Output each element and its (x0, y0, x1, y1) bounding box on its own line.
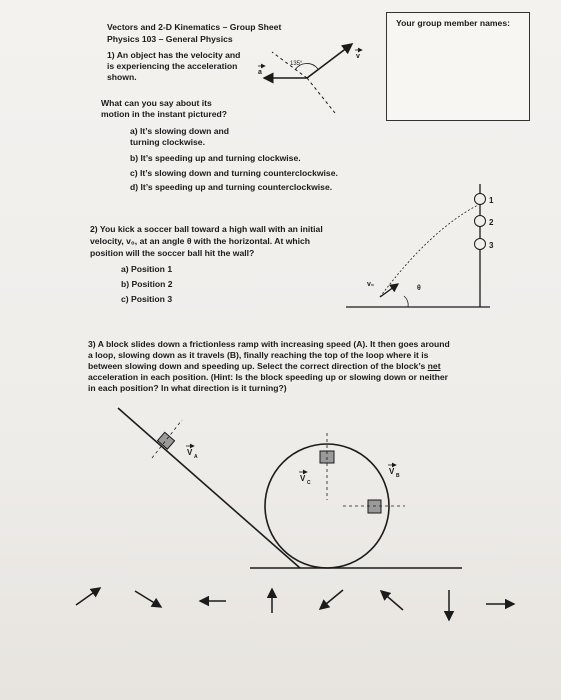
q1-stem-line: 1) An object has the velocity and (107, 50, 241, 60)
q2-position-3-label: 3 (489, 241, 494, 250)
group-names-label: Your group member names: (396, 18, 510, 28)
q3-stem-net: net (427, 361, 441, 371)
q2-position-1-label: 1 (489, 196, 494, 205)
q2-stem-line: 2) You kick a soccer ball toward a high wall with an initial (90, 224, 323, 234)
q2-trajectory (380, 205, 478, 297)
worksheet-title: Vectors and 2-D Kinematics – Group Sheet (107, 22, 282, 32)
q3-answer-arrows (76, 588, 514, 620)
course-name: Physics 103 – General Physics (107, 34, 233, 44)
q1-question-line: What can you say about its (101, 98, 212, 108)
q2-option-b[interactable]: b) Position 2 (121, 279, 173, 289)
q1-vector-figure (258, 44, 362, 113)
q3-block-a-dashed (152, 420, 182, 458)
q1-option-d[interactable]: d) It’s speeding up and turning counterclockwise. (130, 182, 333, 192)
q3-va-sub: A (194, 454, 198, 460)
q3-ramp-loop-figure (118, 408, 462, 568)
q2-option-a[interactable]: a) Position 1 (121, 264, 173, 274)
arrow-up-left-option[interactable] (381, 591, 403, 610)
q3-ramp (118, 408, 300, 568)
q1-question-line: motion in the instant pictured? (101, 109, 228, 119)
q3-vc-sub: C (307, 480, 311, 486)
q3-stem-text: between slowing down and speeding up. Select the correct direction of the block’s (88, 361, 426, 371)
q2-option-c[interactable]: c) Position 3 (121, 294, 173, 304)
q3-vb-sub: B (396, 473, 400, 479)
q1-v-label: v (356, 53, 360, 60)
q1-option-c[interactable]: c) It’s slowing down and turning counterclockwise. (130, 168, 338, 178)
q3-va-label: V (187, 448, 193, 457)
q3-block-b (368, 500, 381, 513)
q3-block-a (158, 432, 175, 449)
q2-initial-velocity-vector (380, 284, 398, 297)
q2-v0-label: v₀ (367, 281, 375, 288)
q2-stem-line: velocity, v₀, at an angle θ with the horizontal. At which (90, 236, 311, 246)
q1-velocity-vector (307, 44, 352, 78)
q3-stem-line: in each position? In what direction is it turning?) (88, 383, 287, 393)
arrow-down-right-option[interactable] (135, 591, 161, 607)
q2-soccer-figure (346, 184, 494, 307)
q1-stem-line: shown. (107, 72, 137, 82)
q1-dashed-line (307, 78, 335, 113)
q2-position-2-label: 2 (489, 218, 494, 227)
arrow-up-right-option[interactable] (76, 588, 100, 605)
q1-a-label: a (258, 69, 262, 76)
q3-vb-label: V (389, 467, 395, 476)
q1-option-b[interactable]: b) It’s speeding up and turning clockwise. (130, 153, 301, 163)
q2-angle-arc (404, 296, 408, 307)
q1-angle-label: 135° (290, 61, 303, 67)
q3-stem-line: acceleration in each position. (Hint: Is the block speeding up or slowing down or neither (88, 372, 449, 382)
arrow-down-left-option[interactable] (320, 590, 343, 609)
q2-position-3-ball (475, 239, 486, 250)
q3-stem-line: 3) A block slides down a frictionless ramp with increasing speed (A). It then goes around (88, 339, 450, 349)
q1-option-a[interactable]: a) It’s slowing down and (130, 126, 229, 136)
q2-theta-label: θ (417, 285, 421, 292)
q2-stem-line: position will the soccer ball hit the wall? (90, 248, 255, 258)
q1-stem-line: is experiencing the acceleration (107, 61, 238, 71)
q3-vc-label: V (300, 474, 306, 483)
q2-position-2-ball (475, 216, 486, 227)
q1-option-a-cont: turning clockwise. (130, 137, 205, 147)
q2-position-1-ball (475, 194, 486, 205)
q3-stem-line: a loop, slowing down as it travels (B), finally reaching the top of the loop where it is (88, 350, 429, 360)
